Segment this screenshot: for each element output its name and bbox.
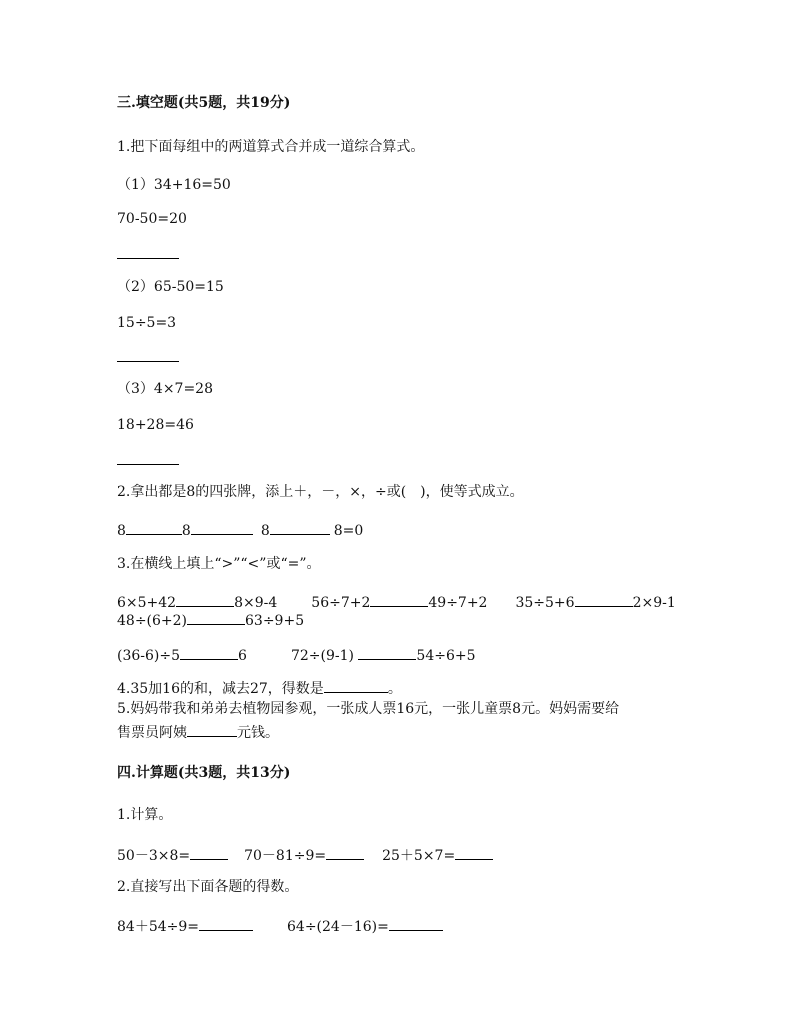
calc2-expr: 64÷(24－16)=: [287, 919, 389, 935]
q3-blank[interactable]: [176, 592, 234, 607]
q1-group3-line1: （3）4×7=28: [117, 381, 213, 397]
q1-group1-line2: 70-50=20: [117, 211, 187, 227]
calc1-prompt: 1.计算。: [117, 807, 173, 823]
q1-group1-line1: （1）34+16=50: [117, 177, 231, 193]
q2-equation: [117, 520, 363, 540]
calc2-prompt: 2.直接写出下面各题的得数。: [117, 879, 299, 895]
q3-row-1: [117, 592, 676, 612]
q2-number: 8: [260, 523, 270, 539]
calc1-blank[interactable]: [190, 845, 228, 860]
calc1-blank[interactable]: [326, 845, 364, 860]
calc1-expr: 70－81÷9=: [244, 848, 327, 864]
q1-group2-line2: 15÷5=3: [117, 315, 177, 331]
q3-expr: 8×9-4: [234, 595, 278, 611]
q3-expr: 49÷7+2: [428, 595, 488, 611]
q3-expr: 48÷(6+2): [117, 613, 188, 629]
calc2-blank[interactable]: [199, 916, 253, 931]
calc2-blank[interactable]: [389, 916, 443, 931]
calc1-expr: 50－3×8=: [117, 848, 191, 864]
q1-group3-line2: 18+28=46: [117, 417, 194, 433]
calc1-row: [117, 845, 493, 865]
q4-blank[interactable]: [324, 678, 388, 693]
q3-blank[interactable]: [370, 592, 428, 607]
q2-result: 8=0: [333, 523, 364, 539]
section-4-heading: 四.计算题(共3题，共13分): [117, 765, 291, 781]
q2-blank-2[interactable]: [191, 520, 253, 535]
q5-text: 售票员阿姨: [117, 725, 187, 741]
calc2-row: [117, 916, 443, 936]
q4-period: 。: [387, 681, 402, 697]
q5-text-end: 元钱。: [237, 725, 279, 741]
q5-line-1: 5.妈妈带我和弟弟去植物园参观，一张成人票16元，一张儿童票8元。妈妈需要给: [117, 701, 620, 717]
q2-number: 8: [117, 523, 126, 539]
q3-blank[interactable]: [180, 645, 238, 660]
q3-blank[interactable]: [187, 610, 245, 625]
q3-expr: 6×5+42: [117, 595, 177, 611]
q3-expr: 35÷5+6: [515, 595, 575, 611]
q3-expr: 72÷(9-1): [290, 648, 359, 664]
calc2-expr: 84＋54÷9=: [117, 919, 199, 935]
q3-expr: 56÷7+2: [311, 595, 371, 611]
q3-blank[interactable]: [575, 592, 633, 607]
q1-prompt: 1.把下面每组中的两道算式合并成一道综合算式。: [117, 139, 425, 155]
q3-expr: 2×9-1: [632, 595, 676, 611]
q3-expr: (36-6)÷5: [117, 648, 181, 664]
q3-row-3: [117, 645, 476, 665]
q2-prompt: 2.拿出都是8的四张牌，添上＋，－，×，÷或( )，使等式成立。: [117, 484, 524, 500]
q3-row-2: [117, 610, 304, 630]
q3-blank[interactable]: [358, 645, 416, 660]
q3-prompt: 3.在横线上填上“>”“<”或“=”。: [117, 556, 321, 572]
calc1-blank[interactable]: [455, 845, 493, 860]
q1-group3-answer-line[interactable]: [117, 464, 179, 465]
q1-group2-answer-line[interactable]: [117, 361, 179, 362]
q2-blank-3[interactable]: [270, 520, 330, 535]
q5-line-2: [117, 722, 279, 742]
q1-group2-line1: （2）65-50=15: [117, 279, 224, 295]
q1-group1-answer-line[interactable]: [117, 258, 179, 259]
q3-expr: 63÷9+5: [245, 613, 305, 629]
section-3-heading: 三.填空题(共5题，共19分): [117, 95, 291, 111]
q5-blank[interactable]: [187, 722, 237, 737]
q4-prompt: [117, 678, 402, 698]
q4-text: 4.35加16的和，减去27，得数是: [117, 681, 324, 697]
q3-expr: 54÷6+5: [416, 648, 476, 664]
q2-number: 8: [181, 523, 191, 539]
calc1-expr: 25＋5×7=: [382, 848, 456, 864]
q3-expr: 6: [238, 648, 247, 664]
q2-blank-1[interactable]: [126, 520, 182, 535]
